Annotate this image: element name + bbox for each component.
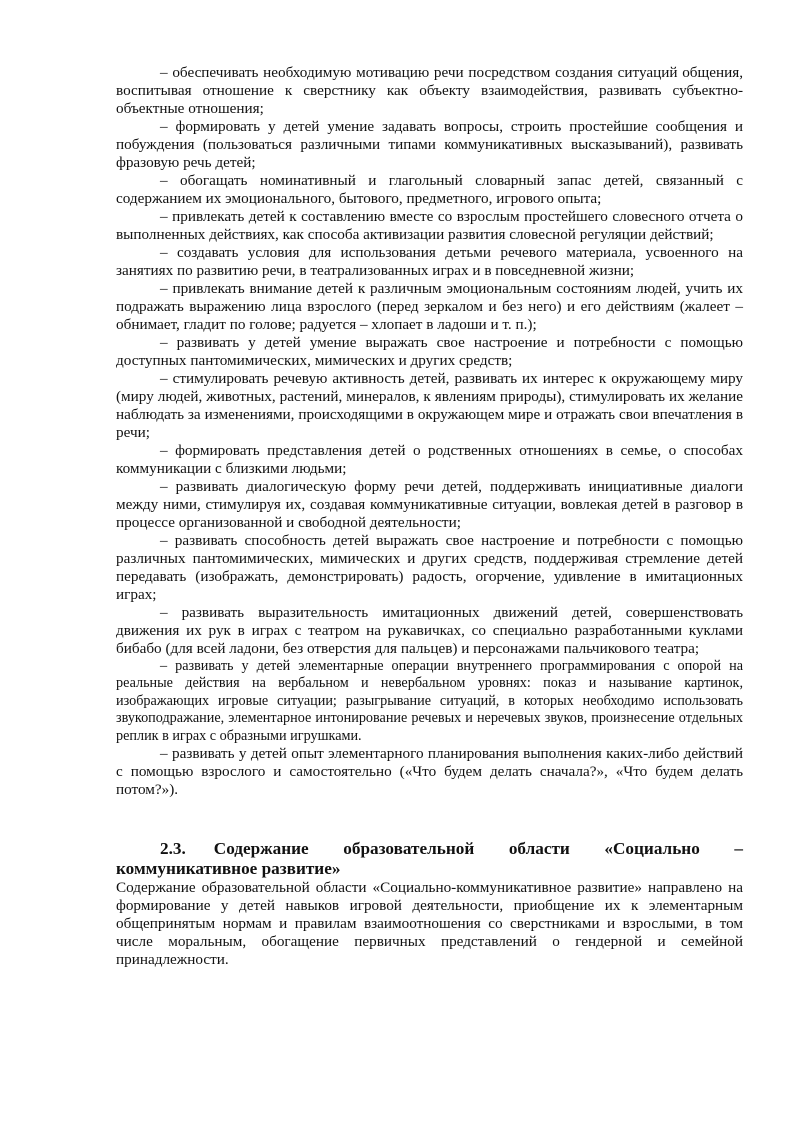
list-item: – формировать у детей умение задавать вопросы, строить простейшие сообщения и побуждения (пользоваться различными типами коммуникативных высказываний), развивать фразовую речь детей; xyxy=(116,118,743,171)
list-item: – обеспечивать необходимую мотивацию речи посредством создания ситуаций общения, воспитывая отношение к сверстнику как объекту взаимодействия, развивать субъектно-объектные отношения; xyxy=(116,64,743,117)
list-item: – обогащать номинативный и глагольный словарный запас детей, связанный с содержанием их эмоционального, бытового, предметного, игрового опыта; xyxy=(116,172,743,207)
list-item: – развивать у детей умение выражать свое настроение и потребности с помощью доступных пантомимических, мимических и других средств; xyxy=(116,334,743,369)
list-item: – развивать у детей опыт элементарного планирования выполнения каких-либо действий с помощью взрослого и самостоятельно («Что будем делать сначала?», «Что будем делать потом?»). xyxy=(116,745,743,799)
section-body-text: Содержание образовательной области «Социально-коммуникативное развитие» направлено на формирование у детей навыков игровой деятельности, приобщение их к элементарным общепринятым нормам и правилам взаимоотношения со сверстниками и взрослыми, в том числе моральным, обогащение первичных представлений о гендерной и семейной принадлежности. xyxy=(116,879,743,969)
section-title: Содержание образовательной области «Социально – коммуникативное развитие» xyxy=(116,839,743,879)
list-item: – привлекать детей к составлению вместе со взрослым простейшего словесного отчета о выполненных действиях, как способа активизации развития словесной регуляции действий; xyxy=(116,208,743,243)
list-item: – развивать диалогическую форму речи детей, поддерживать инициативные диалоги между ними, стимулируя их, создавая коммуникативные ситуации, вовлекая детей в разговор в процессе организованной и свободной деятельности; xyxy=(116,478,743,531)
list-item: – формировать представления детей о родственных отношениях в семье, о способах коммуникации с близкими людьми; xyxy=(116,442,743,477)
list-item: – развивать способность детей выражать свое настроение и потребности с помощью различных пантомимических, мимических и других средств, поддерживая стремление детей передавать (изображать, демонстрировать) радость, огорчение, удивление в имитационных играх; xyxy=(116,532,743,603)
list-item: – привлекать внимание детей к различным эмоциональным состояниям людей, учить их подражать выражению лица взрослого (перед зеркалом и без него) и его действиям (жалеет – обнимает, гладит по голове; радуется – хлопает в ладоши и т. п.); xyxy=(116,280,743,333)
section-number: 2.3. xyxy=(160,839,186,859)
list-item: – создавать условия для использования детьми речевого материала, усвоенного на занятиях по развитию речи, в театрализованных играх и в повседневной жизни; xyxy=(116,244,743,279)
list-item: – стимулировать речевую активность детей, развивать их интерес к окружающему миру (миру людей, животных, растений, минералов, к явлениям природы), стимулировать их желание наблюдать за изменениями, происходящими в окружающем мире и отражать свои впечатления в речи; xyxy=(116,370,743,441)
section-heading xyxy=(116,839,743,879)
list-item: – развивать у детей элементарные операции внутреннего программирования с опорой на реальные действия на вербальном и невербальном уровнях: показ и называние картинок, изображающих игровые ситуации; разыгрывание ситуаций, в которых необходимо использовать звукоподражание, элементарное интонирование речевых и неречевых звуков, произнесение отдельных реплик в играх с образными игрушками. xyxy=(116,658,743,744)
document-page xyxy=(116,64,743,969)
list-item: – развивать выразительность имитационных движений детей, совершенствовать движения их рук в играх с театром на рукавичках, со специально разработанными куклами бибабо (для всей ладони, без отверстия для пальцев) и персонажами пальчикового театра; xyxy=(116,604,743,657)
